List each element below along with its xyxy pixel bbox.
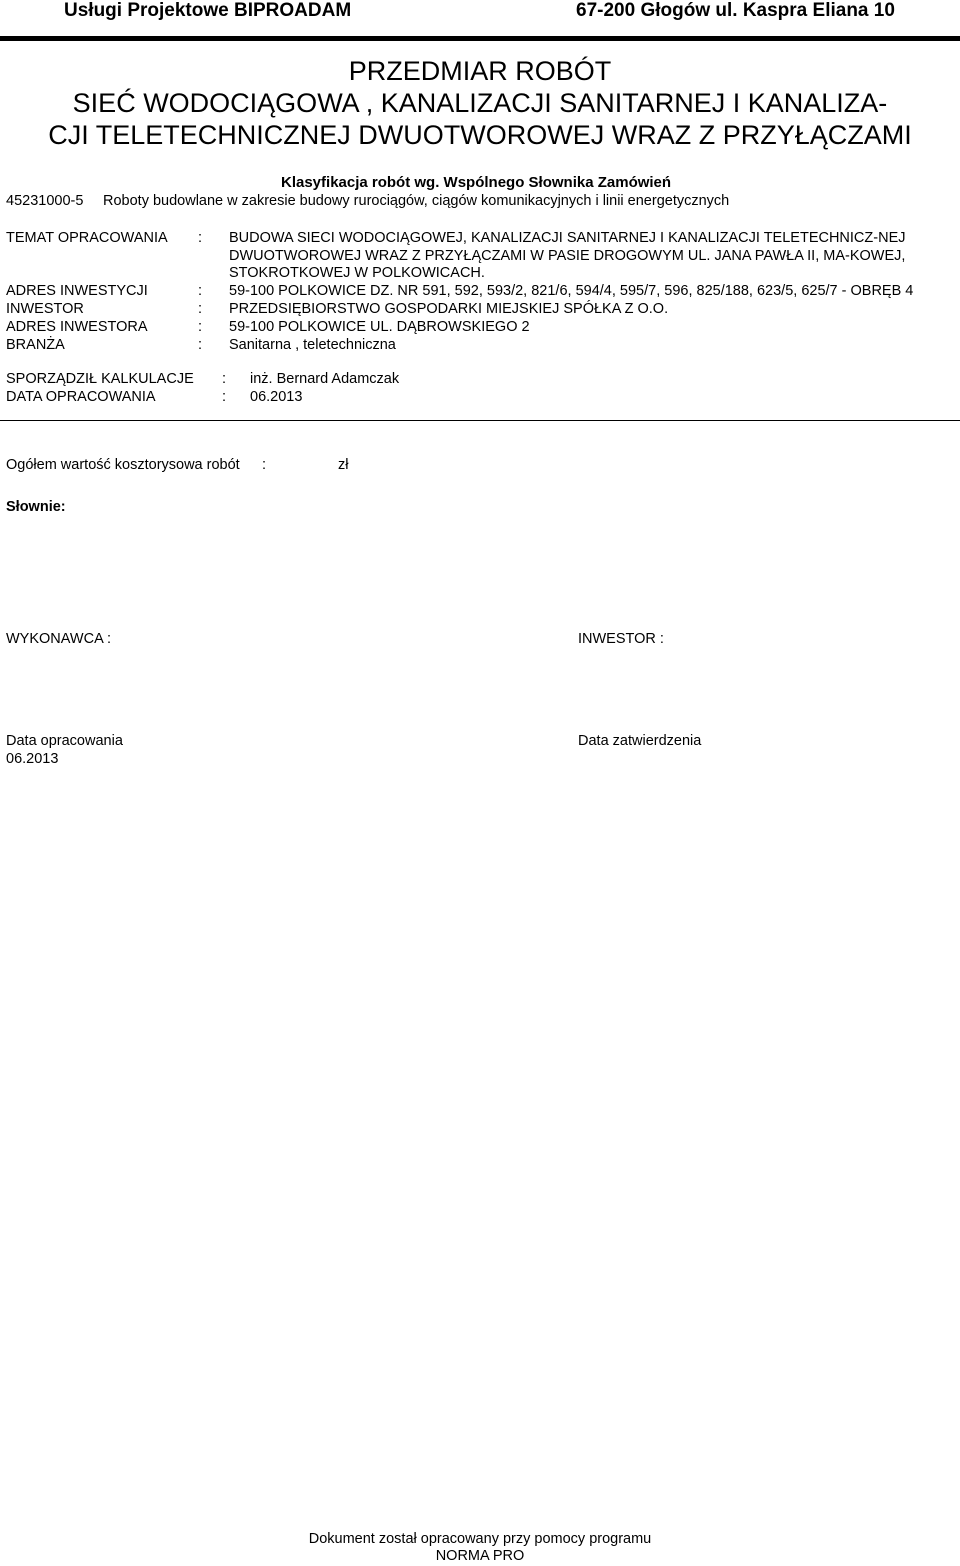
field-branza-value: Sanitarna , teletechniczna bbox=[229, 337, 396, 353]
total-value-separator: : bbox=[262, 457, 267, 473]
data-opracowania-value: 06.2013 bbox=[6, 751, 59, 767]
field-temat bbox=[6, 230, 960, 290]
total-value-currency: zł bbox=[338, 457, 349, 473]
classification-heading: Klasyfikacja robót wg. Wspólnego Słownika Zamówień bbox=[281, 174, 672, 191]
field-adres-inwestycji-label: ADRES INWESTYCJI bbox=[6, 283, 148, 299]
wykonawca-label: WYKONAWCA : bbox=[6, 631, 111, 647]
field-sporzadzil-label: SPORZĄDZIŁ KALKULACJE bbox=[6, 371, 194, 387]
header-rule bbox=[0, 36, 960, 41]
field-temat-value: BUDOWA SIECI WODOCIĄGOWEJ, KANALIZACJI SANITARNEJ I KANALIZACJI TELETECHNICZ-NEJ DWUOTWOROWEJ WRAZ Z PRZYŁĄCZAMI W PASIE DROGOWYM UL. JANA PAWŁA II, MA-KOWEJ, STOKROTKOWEJ W POLKOWICACH. bbox=[229, 230, 906, 281]
field-adres-inwestora-value: 59-100 POLKOWICE UL. DĄBROWSKIEGO 2 bbox=[229, 319, 530, 335]
field-separator: : bbox=[222, 389, 227, 405]
slownie-label: Słownie: bbox=[6, 499, 66, 515]
document-subtitle-line-1: SIEĆ WODOCIĄGOWA , KANALIZACJI SANITARNEJ I KANALIZA- bbox=[72, 88, 888, 118]
field-inwestor-label: INWESTOR bbox=[6, 301, 84, 317]
footer-line-1: Dokument został opracowany przy pomocy programu bbox=[308, 1531, 652, 1547]
field-separator: : bbox=[198, 319, 203, 335]
header-address: 67-200 Głogów ul. Kaspra Eliana 10 bbox=[576, 0, 895, 21]
field-adres-inwestora-label: ADRES INWESTORA bbox=[6, 319, 148, 335]
field-separator: : bbox=[222, 371, 227, 387]
section-divider bbox=[0, 420, 960, 421]
header-company: Usługi Projektowe BIPROADAM bbox=[64, 0, 352, 21]
field-data-opracowania-label: DATA OPRACOWANIA bbox=[6, 389, 156, 405]
document-title: PRZEDMIAR ROBÓT bbox=[348, 56, 612, 86]
data-opracowania-label: Data opracowania bbox=[6, 733, 123, 749]
field-inwestor-value: PRZEDSIĘBIORSTWO GOSPODARKI MIEJSKIEJ SPÓŁKA Z O.O. bbox=[229, 301, 669, 317]
field-sporzadzil-value: inż. Bernard Adamczak bbox=[250, 371, 400, 387]
total-value-label: Ogółem wartość kosztorysowa robót bbox=[6, 457, 240, 473]
cpv-description: Roboty budowlane w zakresie budowy rurociągów, ciągów komunikacyjnych i linii energetycznych bbox=[103, 193, 730, 209]
field-separator: : bbox=[198, 301, 203, 317]
footer-line-2: NORMA PRO bbox=[435, 1548, 525, 1564]
field-separator: : bbox=[198, 230, 203, 246]
field-separator: : bbox=[198, 337, 203, 353]
field-separator: : bbox=[198, 283, 203, 299]
field-branza-label: BRANŻA bbox=[6, 337, 65, 353]
field-temat-label: TEMAT OPRACOWANIA bbox=[6, 230, 168, 246]
document-subtitle-line-2: CJI TELETECHNICZNEJ DWUOTWOROWEJ WRAZ Z PRZYŁĄCZAMI bbox=[48, 120, 912, 150]
data-zatwierdzenia-label: Data zatwierdzenia bbox=[578, 733, 702, 749]
field-data-opracowania-value: 06.2013 bbox=[250, 389, 303, 405]
field-adres-inwestycji-value: 59-100 POLKOWICE DZ. NR 591, 592, 593/2, 821/6, 594/4, 595/7, 596, 825/188, 623/5, 625/7 - OBRĘB 4 bbox=[229, 283, 914, 299]
cpv-code: 45231000-5 bbox=[6, 193, 84, 209]
inwestor-signature-label: INWESTOR : bbox=[578, 631, 664, 647]
